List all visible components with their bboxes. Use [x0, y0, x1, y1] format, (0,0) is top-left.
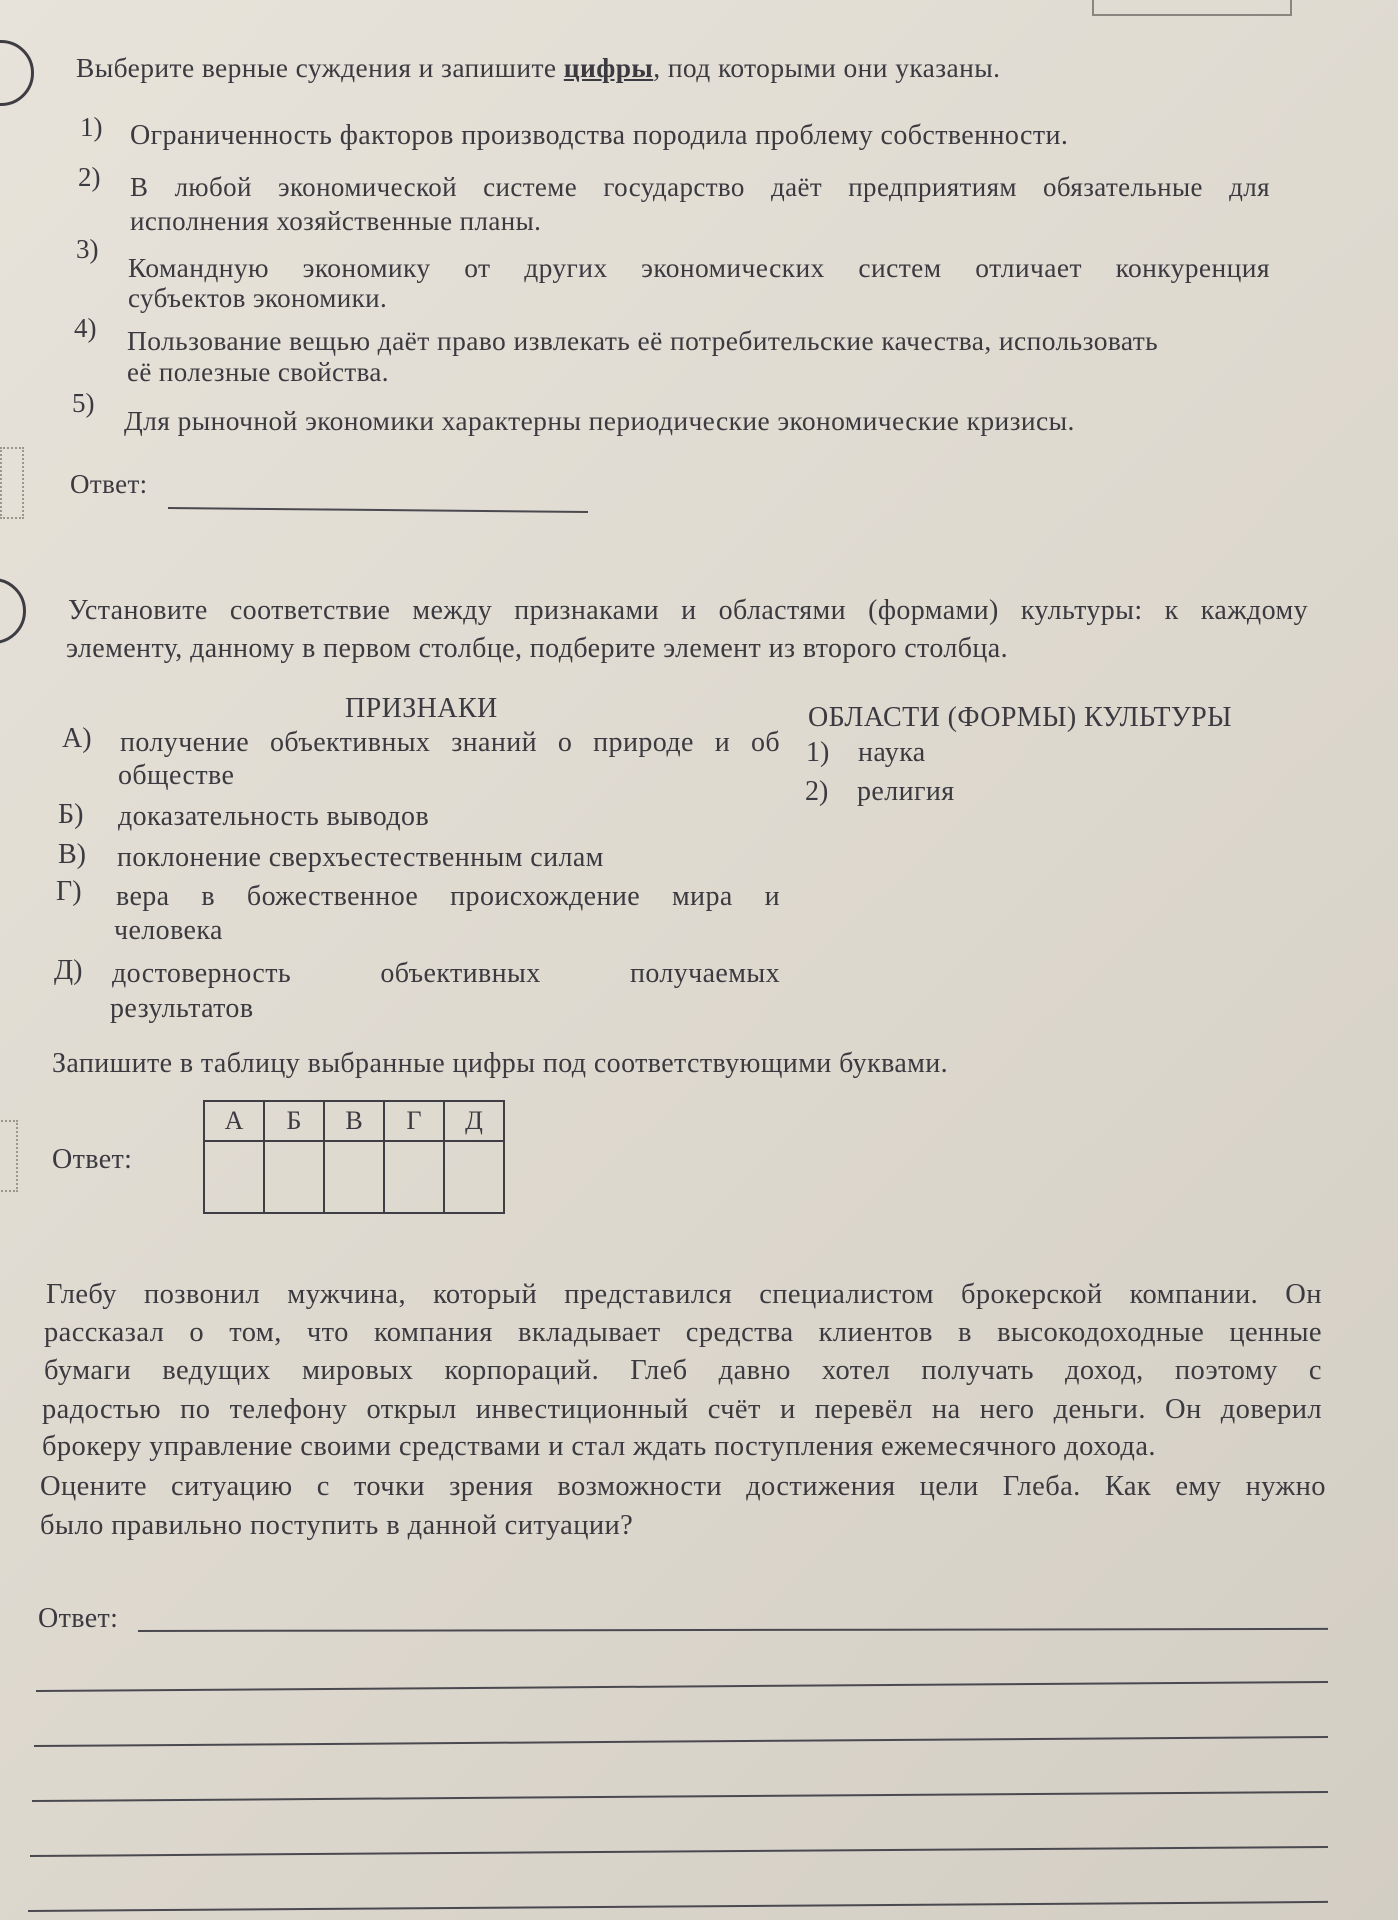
table-instruction: Запишите в таблицу выбранные цифры под соответствующими буквами.	[52, 1048, 949, 1079]
margin-answer-box	[0, 447, 24, 519]
answer-line[interactable]	[34, 1736, 1328, 1747]
answer-line[interactable]	[32, 1791, 1328, 1802]
task2-instruction: элементу, данному в первом столбце, подберите элемент из второго столбца.	[66, 633, 1008, 664]
answer-line[interactable]	[138, 1628, 1328, 1632]
answer-line[interactable]	[36, 1681, 1328, 1692]
answer-cell[interactable]	[384, 1141, 444, 1213]
answer-line[interactable]	[168, 507, 588, 513]
answer-line[interactable]	[30, 1846, 1328, 1857]
task1-instruction: Выберите верные суждения и запишите цифры, под которыми они указаны.	[76, 52, 1001, 83]
answer-label: Ответ:	[38, 1603, 119, 1634]
answer-line[interactable]	[28, 1901, 1328, 1912]
emphasis-word: цифры	[563, 52, 654, 83]
answer-cell[interactable]	[204, 1141, 264, 1213]
worksheet-page: Выберите верные суждения и запишите цифры, под которыми они указаны. 1) Ограниченность факторов производства породила проблему собственности. 2) В любой экономической системе государство даёт предприятиям обязательные для исполнения хозяйственные планы. 3) Командную экономику от других экономических систем отличает конкуренция субъектов экономики. 4) Пользование вещью даёт право извлекать её потребительские качества, использовать её полезные свойства. 5) Для рыночной экономики характерны периодические экономические кризисы. Ответ: Установите соответствие между признаками и областями (формами) культуры: к каждому элементу, данному в первом столбце, подберите элемент из второго столбца. ПРИЗНАКИ ОБЛАСТИ (ФОРМЫ) КУЛЬТУРЫ А) получение объективных знаний о природе и об обществе Б) доказательность выводов В) поклонение сверхъестественным силам Г) вера в божественное происхождение мира и человека Д) достоверность объективных получаемых результатов 1) наука 2) религия Запишите в таблицу выбранные цифры под соответствующими буквами. Ответ: А Б В Г Д Глебу позвонил мужчина, который представился специалистом брокерской компании. Он рассказал о том, что компания вкладывает средства клиентов в высокодоходные ценные бумаги ведущих мировых корпораций. Глеб давно хотел получать доход, поэтому с радостью по телефону открыл инвестиционный счёт и перевёл на него деньги. Он доверил брокеру управление своими средствами и стал ждать поступления ежемесячного дохода. Оцените ситуацию с точки зрения возможности достижения цели Глеба. Как ему нужно было правильно поступить в данной ситуации? Ответ:	[0, 0, 1398, 1920]
answer-cell[interactable]	[264, 1141, 324, 1213]
left-column-header: ПРИЗНАКИ	[345, 693, 498, 724]
answer-table	[203, 1100, 505, 1214]
answer-cell[interactable]	[324, 1141, 384, 1213]
table-header-cell: Д	[444, 1101, 504, 1141]
task-number-circle	[0, 578, 26, 644]
table-header-cell: В	[324, 1101, 384, 1141]
right-column-header: ОБЛАСТИ (ФОРМЫ) КУЛЬТУРЫ	[808, 702, 1232, 733]
answer-cell[interactable]	[444, 1141, 504, 1213]
table-header-cell: Б	[264, 1101, 324, 1141]
top-answer-box	[1092, 0, 1292, 16]
table-header-cell: Г	[384, 1101, 444, 1141]
answer-label: Ответ:	[52, 1144, 133, 1175]
task2-instruction: Установите соответствие между признаками и областями (формами) культуры: к каждому	[68, 595, 1308, 626]
margin-answer-box	[0, 1120, 18, 1192]
table-header-cell: А	[204, 1101, 264, 1141]
task-number-circle	[0, 40, 34, 106]
answer-label: Ответ:	[70, 469, 148, 499]
